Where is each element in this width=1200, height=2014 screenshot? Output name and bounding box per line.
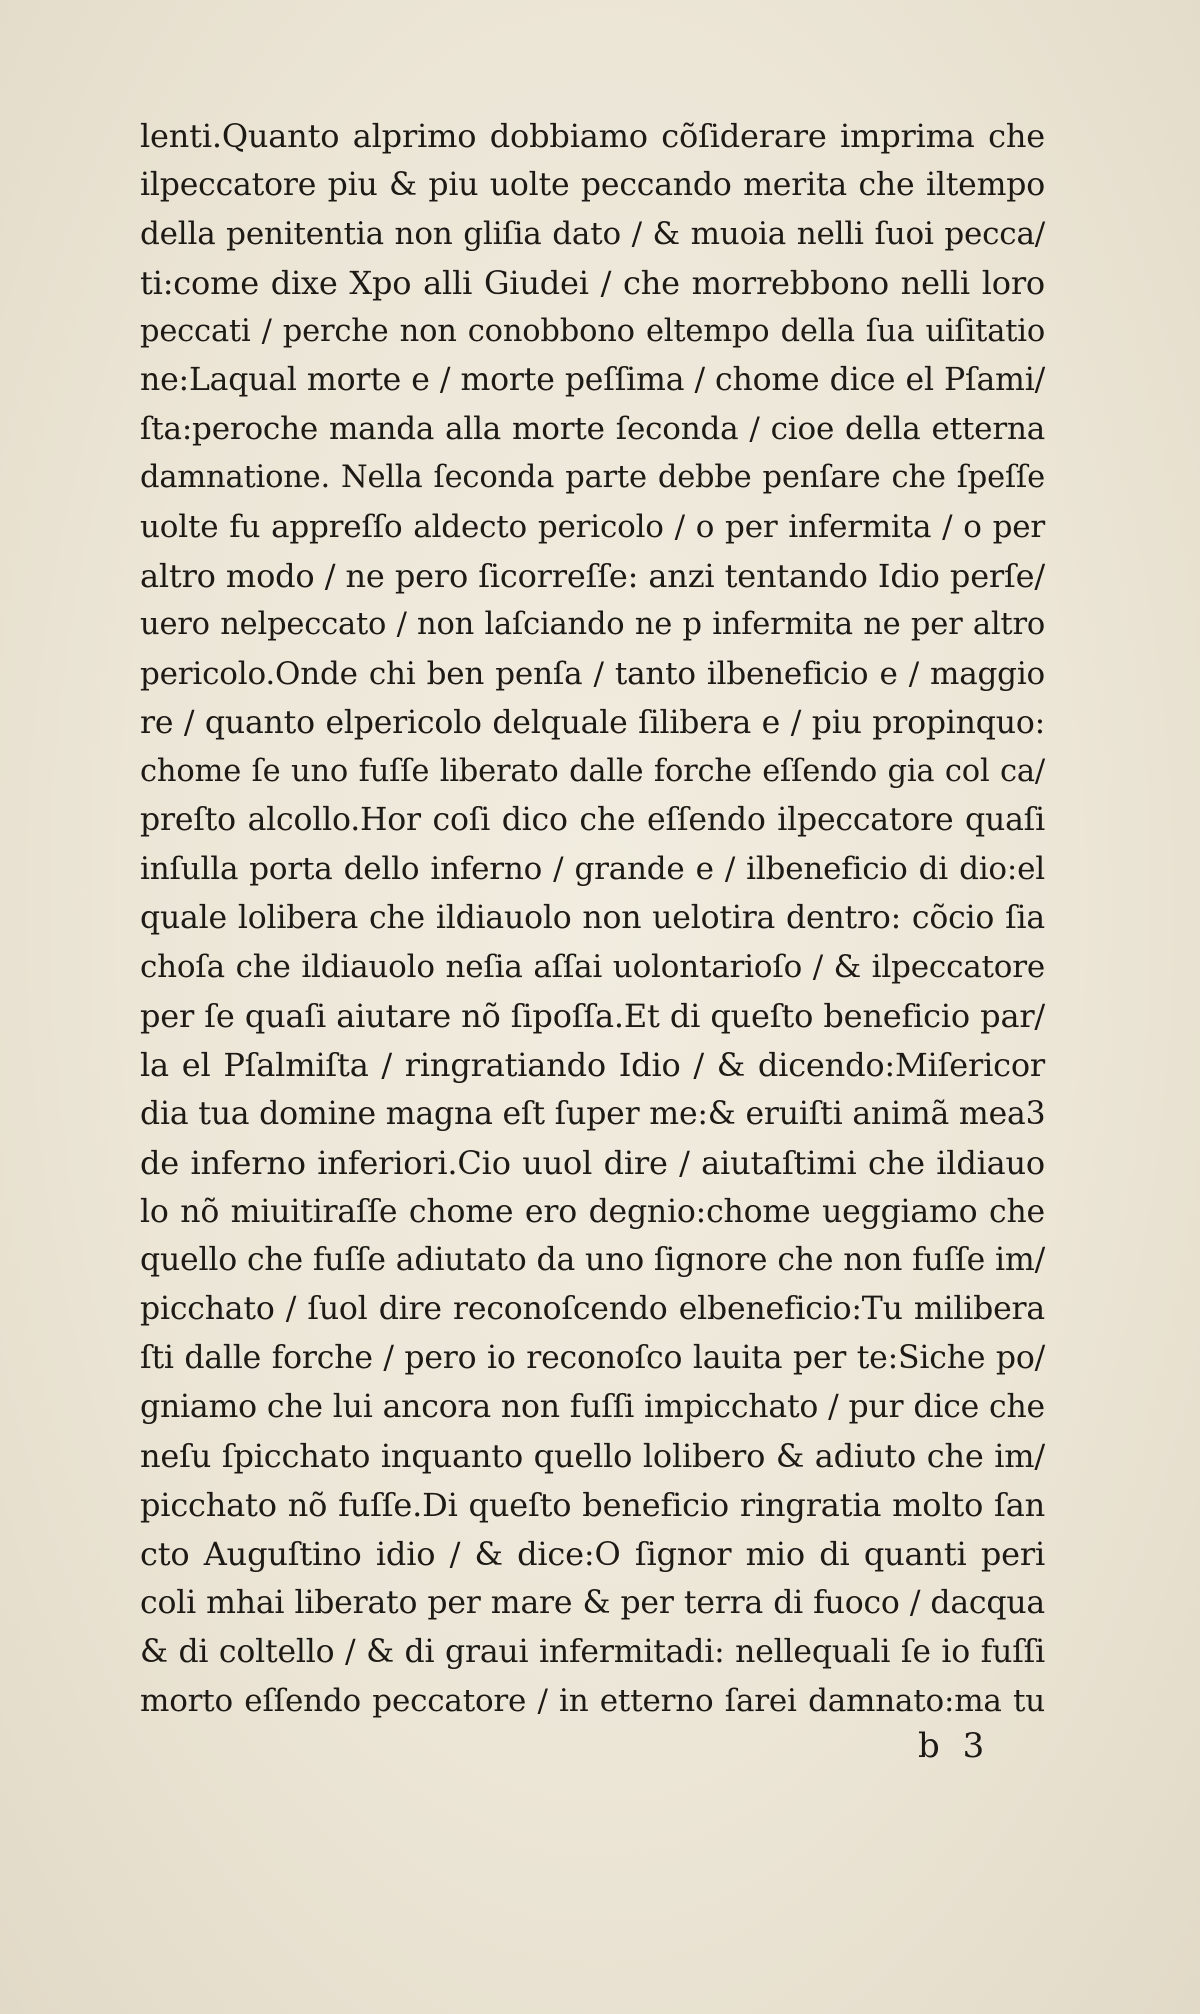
text-block [140, 112, 1045, 1725]
text-line: per ſe quaſi aiutare nõ ſipoſſa.Et di queſto beneficio par/ [140, 997, 1045, 1036]
text-line: preſto alcollo.Hor coſi dico che eſſendo ilpeccatore quaſi [140, 802, 1045, 839]
text-line: lenti.Quanto alprimo dobbiamo cõſiderare imprima che [140, 117, 1045, 155]
text-line: de inferno inferiori.Cio uuol dire / aiutaſtimi che ildiauo [140, 1143, 1045, 1182]
text-line: inſulla porta dello inferno / grande e / ilbeneficio di dio:el [140, 851, 1045, 888]
text-line: ti:come dixe Xpo alli Giudei / che morrebbono nelli loro [140, 263, 1045, 302]
text-line: re / quanto elpericolo delquale ſilibera e / piu propinquo: [140, 704, 1045, 741]
text-line: ilpeccatore piu & piu uolte peccando merita che iltempo [140, 166, 1045, 203]
text-line: ne:Laqual morte e / morte peſſima / chome dice el Pſami/ [140, 362, 1045, 399]
text-line: lo nõ miuitiraſſe chome ero degnio:chome ueggiamo che [140, 1193, 1045, 1230]
text-line: picchato nõ fuſſe.Di queſto beneficio ringratia molto ſan [140, 1485, 1045, 1524]
text-line: uero nelpeccato / non laſciando ne p infermita ne per altro [140, 606, 1045, 642]
text-line: la el Pſalmiſta / ringratiando Idio / & dicendo:Miſericor [140, 1045, 1045, 1084]
text-line: quello che fuſſe adiutato da uno ſignore che non fuſſe im/ [140, 1242, 1045, 1279]
text-line: & di coltello / & di graui infermitadi: nellequali ſe io fuſſi [140, 1633, 1045, 1670]
signature-mark: b 3 [918, 1726, 991, 1766]
text-line: dia tua domine magna eſt ſuper me:& eruiſti animã mea3 [140, 1095, 1046, 1132]
text-line: uolte fu appreſſo aldecto pericolo / o per infermita / o per [140, 509, 1045, 546]
text-line: neſu ſpicchato inquanto quello lolibero & adiuto che im/ [140, 1437, 1045, 1476]
text-line: pericolo.Onde chi ben penſa / tanto ilbeneficio e / maggio [140, 655, 1045, 692]
text-line: damnatione. Nella ſeconda parte debbe penſare che ſpeſſe [140, 460, 1045, 496]
text-line: ſta:peroche manda alla morte ſeconda / cioe della etterna [140, 411, 1045, 448]
text-line: gniamo che lui ancora non fuſſi impicchato / pur dice che [140, 1389, 1045, 1426]
text-line: chome ſe uno fuſſe liberato dalle forche eſſendo gia col ca/ [140, 753, 1045, 789]
text-line: cto Auguſtino idio / & dice:O ſignor mio di quanti peri [140, 1534, 1045, 1573]
text-line: coli mhai liberato per mare & per terra di fuoco / dacqua [140, 1584, 1045, 1621]
text-line: quale lolibera che ildiauolo non uelotira dentro: cõcio ſia [140, 900, 1045, 937]
text-line: morto eſſendo peccatore / in etterno ſarei damnato:ma tu [140, 1682, 1045, 1719]
text-line: della penitentia non gliſia dato / & muoia nelli ſuoi pecca/ [140, 215, 1045, 252]
text-line: ſti dalle forche / pero io reconoſco lauita per te:Siche po/ [140, 1340, 1045, 1377]
text-line: altro modo / ne pero ſicorreſſe: anzi tentando Idio perſe/ [140, 557, 1045, 596]
text-line: choſa che ildiauolo neſia aſſai uolontarioſo / & ilpeccatore [140, 949, 1045, 986]
text-line: peccati / perche non conobbono eltempo della ſua uiſitatio [140, 313, 1045, 349]
text-line: picchato / ſuol dire reconoſcendo elbeneficio:Tu milibera [140, 1291, 1045, 1328]
